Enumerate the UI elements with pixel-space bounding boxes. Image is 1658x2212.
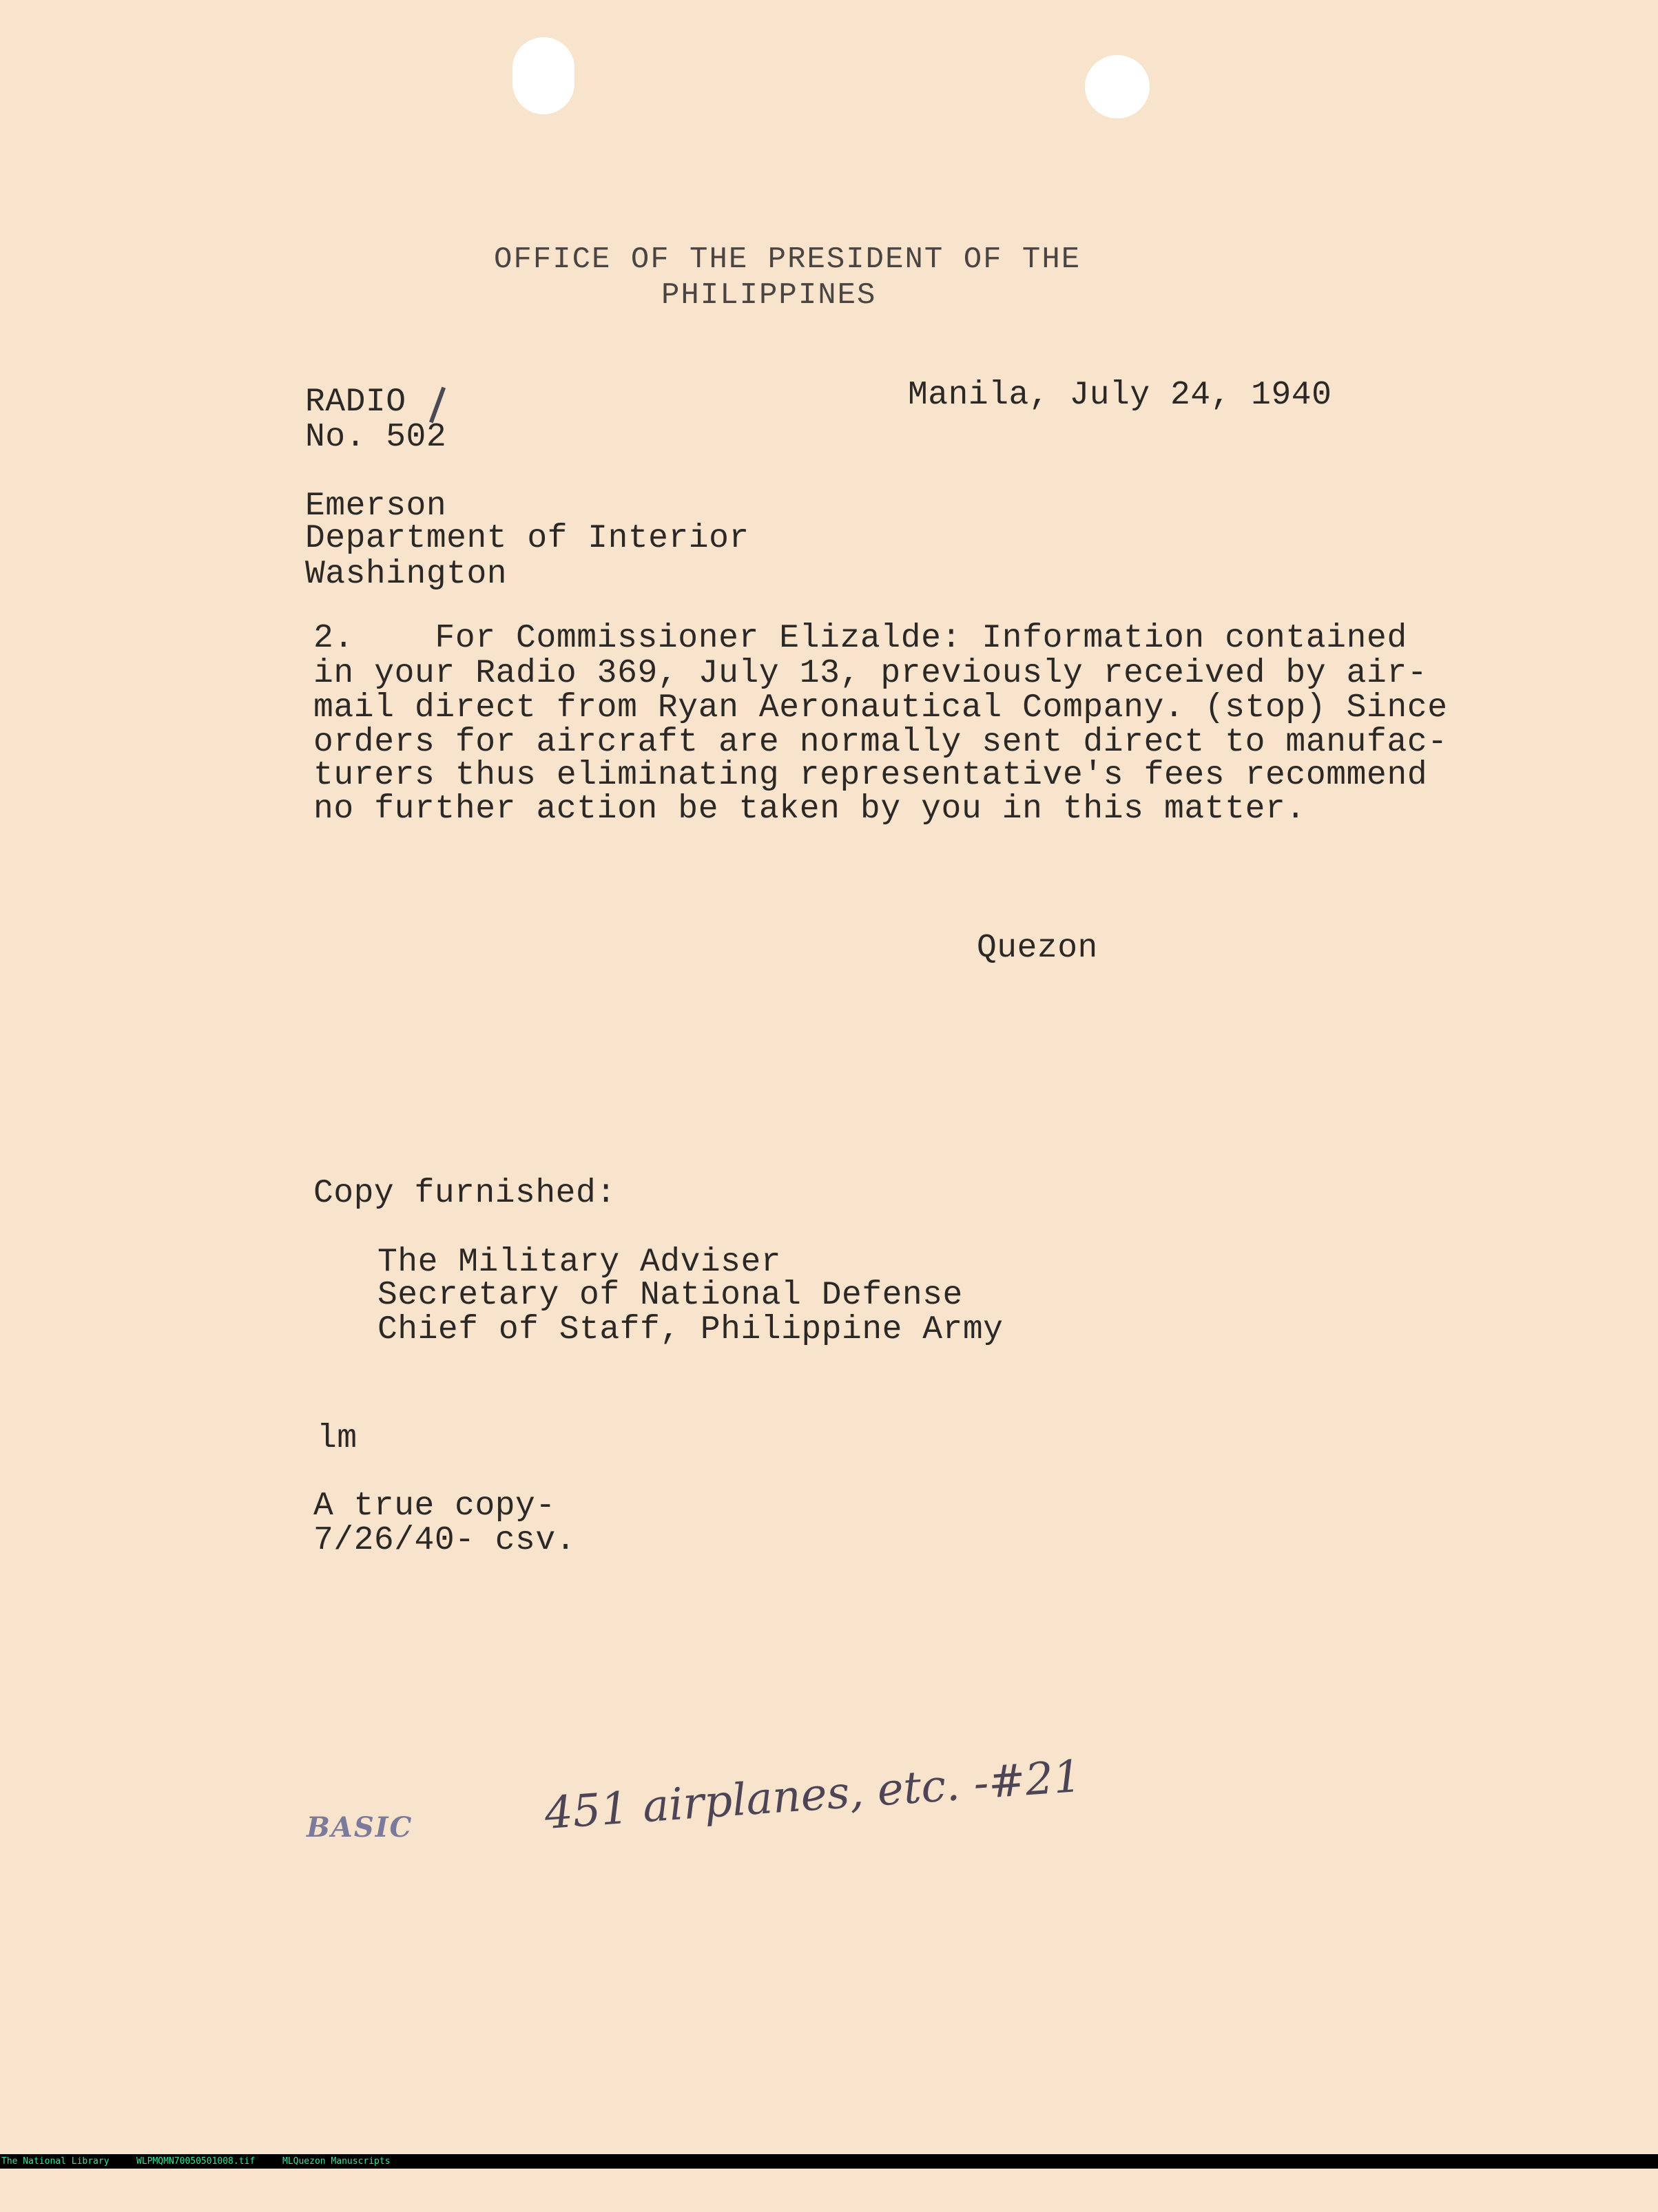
letterhead-line-1: OFFICE OF THE PRESIDENT OF THE (494, 242, 1081, 277)
body-line-3: mail direct from Ryan Aeronautical Company. (stop) Since (313, 689, 1448, 727)
attestation-line-1: A true copy- (313, 1488, 556, 1525)
dateline: Manila, July 24, 1940 (908, 377, 1332, 414)
copy-recipient: Chief of Staff, Philippine Army (377, 1311, 1004, 1348)
body-line-2: in your Radio 369, July 13, previously received by air- (313, 655, 1428, 692)
recipient-name: Emerson (305, 488, 447, 525)
letterhead-line-2: PHILIPPINES (661, 278, 877, 313)
copy-recipient: Secretary of National Defense (377, 1277, 963, 1314)
footer-collection: MLQuezon Manuscripts (282, 2156, 391, 2167)
copy-recipient: The Military Adviser (377, 1244, 782, 1281)
handwritten-file-note: 451 airplanes, etc. -#21 (543, 1751, 1084, 1840)
body-line-5: turers thus eliminating representative's fees recommend (313, 757, 1428, 794)
recipient-department: Department of Interior (305, 520, 749, 557)
radio-number: No. 502 (305, 419, 447, 456)
signature: Quezon (977, 930, 1098, 967)
attestation-line-2: 7/26/40- csv. (313, 1522, 576, 1559)
body-line-1: 2. For Commissioner Elizalde: Information contained (313, 620, 1407, 657)
punch-hole-left (512, 37, 574, 114)
basic-stamp: BASIC (307, 1811, 413, 1844)
scan-footer (0, 2154, 1658, 2169)
punch-hole-right (1085, 55, 1150, 118)
radio-label: RADIO (305, 384, 406, 421)
recipient-city: Washington (305, 556, 508, 593)
copy-furnished-heading: Copy furnished: (313, 1175, 616, 1212)
footer-file: WLPMQMN70050501008.tif (136, 2156, 256, 2167)
body-line-6: no further action be taken by you in this matter. (313, 791, 1306, 828)
typist-initials: lm (317, 1420, 357, 1457)
footer-library: The National Library (1, 2156, 110, 2167)
body-line-4: orders for aircraft are normally sent direct to manufac- (313, 724, 1448, 761)
check-mark (429, 387, 446, 424)
